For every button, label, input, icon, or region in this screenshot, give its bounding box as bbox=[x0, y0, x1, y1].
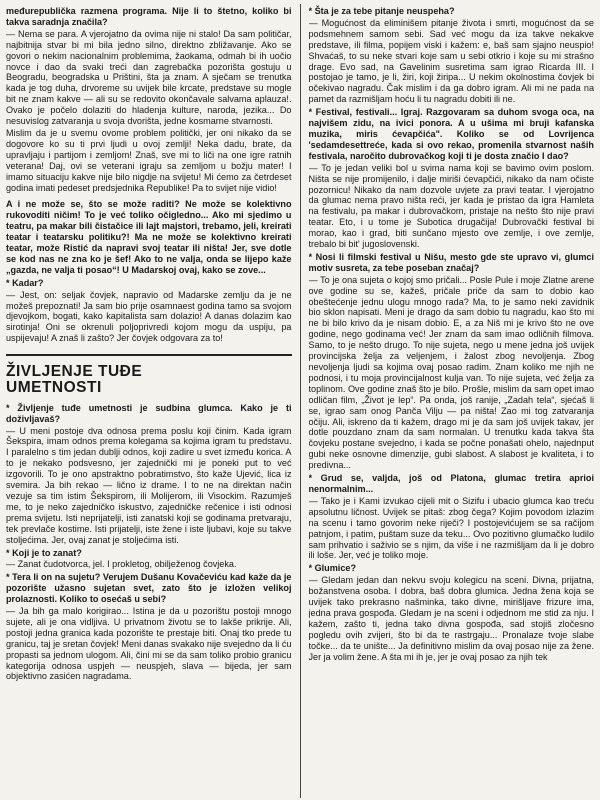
interview-question: * Šta je za tebe pitanje neuspeha? bbox=[308, 6, 455, 16]
right-column bbox=[309, 4, 595, 798]
interview-answer: — U meni postoje dva odnosa prema poslu koji činim. Kada igram Šekspira, imam odnos prema kolegama sa kojima igram tu predstavu. I paralelno s tim jedan dublji odnos, koji zadire u svet između korica. A to je nekako podsvesno, jer zajednički mi je poneki put to već izgovorili. To je ono apstraktno pobratimstvo, što kaže Ujević, lica iz svemira. Ja bih rekao — lično iz drame. I to ne na direktan način vezuje sa tim istim Šekspirom, ili Molijerom, ili Visockim. Razumješ me, to je neko zajedničko iskustvo, zajedničke rečenice i isti odnosi prema svijetu. Isti neprijatelji, isti zanatski koji se godinama pretvaraju, tek prevlače kostime. Isti prijatelji, iste žene i iste ljubavi, koje su takve stoljećima. Jer, ovaj zanat je stoljećima isti. bbox=[6, 425, 292, 545]
interview-answer: — Gledam jedan dan nekvu svoju kolegicu na sceni. Divna, prijatna, božanstvena osoba. I dobra, baš dobra glumica. Jedna žena koja se uvijek tako prekrasno našminka, tako divne, mirišljave frizure ima, jedna prava gospođa. Gledam je na sceni i odjednom me stid za nju. I kažem, zašto ti, jedna tako divna gospođa, sad stojiš zločesno pogledu ovih zvijeri, što bi da te rastrgaju... Pronalaze tvoje slabe točke... da te unište... Ja definitivno mislim da ovaj posao nije za žene. Jer ja volim žene. A šta mi ih je, jer je ovaj posao za njih tek bbox=[308, 575, 594, 662]
left-block-1 bbox=[6, 6, 292, 193]
interview-answer: — Tako je i Kami izvukao cijeli mit o Sizifu i ubacio glumca kao treću apsolutnu ličnost. Uvijek se pitaš: zbog čega? Kojim povodom izlazim na scenu i tamo govorim neke riječi? I postojevićujem se sa račijom patnjom, i patim, puštam suze da teku... Ovo pozitivno glumačko ludilo sam prihvatio i saživio se s njim, da više i ne razmišljam da li je dobro ili loše. Jer, već je toliko moje. bbox=[308, 495, 594, 561]
left-column bbox=[6, 4, 301, 798]
left-block-2 bbox=[6, 199, 292, 344]
interview-answer: — To je jedan veliki bol u svima nama koji se bavimo ovim poslom. Ništa se nije promijenilo, i dalje miriši ćevapčići, nikako da nam očiste pozornicu! Nikako da nam dozvole uvjete za pravi teatar. I vjerojatno da glumac nema pravo ništa reći, jer kada je pristao da igra Hamleta na festivalu, pa makar i dubrovačkom, pristaje na nešto što nije pravi teatar. Eto, i u tome je Subotica drugačija! Dubrovački festival bi morao, kao i grad, biti sunčano mjesto ove zemlje, i ove zemlje, trebalo bi bit' jugoslovenski. bbox=[308, 162, 594, 250]
interview-question: međurepublička razmena programa. Nije li to štetno, koliko bi takva saradnja značila? bbox=[6, 6, 292, 27]
interview-answer: — Jest, on: seljak čovjek, napravio od Madarske zemlju da je ne možeš prepoznati! Ja sam bio prije osamnaest godina tamo sa svojom djevojkom, bogati, kako kapitalista sam dolazio! A danas dolazim kao sirotinja! Oni se okrenuli poljoprivredi kojom mogu da uspiju, pa uspijevaju! A znaš li zašto? Jer čovjek odgovara za to! bbox=[6, 289, 292, 344]
interview-answer: — Nema se para. A vjerojatno da ovima nije ni stalo! Da sam političar, najbitnija stvar bi mi bila jedno silno, direktno zbližavanje. Ako se govori o nekim nacionalnim problemima, žaokama, odmah bi ih uočio novce i dao da svaki treći dan zagrebačka pozorišta gostuju u Beogradu, beogradska u Prištini, šta ja znam. A sječam se trenutka kada je tog duha, drvoreme su uvijek bile krcate, predstave su mogle bit ne znam kakve — ali su se redovito okončavale salvama aplauza!. Ovako je počelo dolaziti do hladenja kulture, naroda, jezika... Do nesuvislog zatvaranja u svoja dvorišta, jedne kosmarne stvarnosti. bbox=[6, 28, 292, 127]
article-title-line-2: UMETNOSTI bbox=[6, 379, 102, 397]
article-title bbox=[6, 354, 292, 397]
interview-question: * Grud se, valjda, još od Platona, glumac tretira aprioi nenormalnim... bbox=[308, 473, 594, 494]
interview-question: * Tera li on na sujetu? Verujem Dušanu Kovačeviću kad kaže da je pozorište užasno sujetan svet, zato što je izložen velikoj prolaznosti. Koliko to osećaš u sebi? bbox=[6, 572, 292, 605]
interview-answer: — Mogućnost da eliminišem pitanje života i smrti, mogućnost da se podsmehnem samom sebi. Sad već mogu da iza takve nekakve predstave, ili filma, popijem viski i kažem: e, baš sam sjajno neuspio! Shvaćaš, to su neke stvari koje sam u sebi otkrio i koje su mi strašno drage. Evo sad, na Gavelinim susretima sam igrao Ricarda III. I postojao je tamo, je li, žiri, koji žiriра... U nekim okolnostima čovjek bi očekivao nagradu. Čak mislim i da ga dobro igram. Ali mi ne pada na pamet da razmišljam hoću li tu nagradu dobiti ili ne. bbox=[308, 17, 594, 105]
interview-question: * Glumice? bbox=[308, 563, 357, 574]
interview-question: * Nosi li filmski festival u Nišu, mesto gde ste upravo vi, glumci motiv susreta, za tebe poseban značaj? bbox=[308, 251, 594, 273]
interview-question: * Kadar? bbox=[6, 277, 44, 288]
interview-answer: Mislim da je u svemu ovome problem politički, jer oni nikako da se dogovore ko su ti prvi ljudi u ovoj zemlji! Neka dadu, brate, da upravljaju i partijom i zemljom! Znaš, sve mi to liči na one igre ratnih veterana! Daj, ovi se veterani igraju sa zemljom u božju mater! I imamo situaciju kakve nije bilo nigdje na svijetu! Mi ćemo za četrdeset godina imati pedeset predsjednika Republike! Pa to svijet nije vidio! bbox=[6, 127, 292, 193]
interview-question: * Festival, festivali... Igraj. Razgovaram sa duhom svoga oca, na najvišem zidu, na ivici ponora. A u ušima mi bruji kafanska muzika, miris ćevapčića". Koliko se od Lovrijenca 'sedamdesettreće, kada si ovo rekao, promenila stvarnost naših festivala, naročito dubrovačkog koji ti je dosta značio I dao? bbox=[308, 107, 594, 161]
interview-answer: — Zanat čudotvorca, jel. I prokletog, obilježenog čovjeka. bbox=[6, 559, 237, 570]
interview-answer: — To je ona sujeta o kojoj smo pričali... Posle Pule i moje Zlatne arene ove godine su se, kažeš, pričale priče da sam to dobio kao obeštećenje jednu ulogu mnogo rada? Ma, to je samo neki zavidnik bio sklon napisati. Meni je drago da sam dobio tu nagradu, kao što mi ne bi bilo krivo da je nisam dobio. E, a za Niš mi je krivo što ne ove godine, nego godinama već! Jer znam da sam imao odličnih filmova. Samo, to je nešto drugo. To nije sujeta, nego u mene jedna još uvijek provincijska želja za veljenjem, i žalost zbog nevoljenja. Zbog nevoljenja ljudi sa kojima ovaj posao radim. Znam koliko me njih ne podnosi, i tu moja provincijalnost kulja van. To nije sujeta, već želja za toplinom. Ove godine znaš što je bilo. Prošle, mislim da sam opet imao odličan film, „Život je lep“. Pa onda, još ranije, „Zadah tela“, sjećaš li se, igrao sam onog Panča Vilju — pa ništa! Zao mi tog zatvaranja očiju. Ali, iskreno da ti kažem, drago mi je da sam još uvijek takav, jer dotle pouzdano znam da sam normalan. U trenutku kada takva šta čovjeku postane svejedno, i kada se počne ponašati ohelo, najednput gubi neke osnovne dimenzije, gubi slabost. A slabost je kvaliteta, i to predivna... bbox=[308, 274, 594, 471]
interview-answer: — Ja bih ga malo korigirao... Istina je da u pozorištu postoji mnogo sujete, ali je ona vidljiva. U privatnom životu se to lakše prikrije. Ali, postoji jedna granica kada pozorište te prestaje biti. Onaj tko prede tu granicu, taj je sretan čovjek! Meni danas svakako nije svejedno da li ću propasti sa jednom ulogom. Ali, čini mi se da sam toliko probio granicu kategorija odnosa uspjeh — neuspjeh, slava — bijeda, jer sam objektivno zasićen nagradama. bbox=[6, 606, 292, 682]
article-title-line-1: ŽIVLJENJE TUĐE bbox=[6, 363, 143, 381]
left-block-3 bbox=[6, 403, 292, 683]
interview-question: * Življenje tuđe umetnosti je sudbina glumca. Kako je ti doživljavaš? bbox=[6, 402, 292, 424]
interview-question: A i ne može se, što se može raditi? Ne može se kolektivno rukovoditi ničim! To je već toliko očigledno... Ako mi sjedimo u teatru, pa makar bili čistačice ili lajt majstori, trebamo, jeli, kreirati teatar i teatarsku politiku?! Ma ne može se kolektivno kreirati teatar, može Ristić da napravi svoj teatar ili ništa! Jer, sve dotle se kod nas ne zna ko je šef! Ako to ne valja, onda se lijepo kaže „gazda, ne valja ti posao“! U Madarskoj ovaj, kako se zove... bbox=[6, 199, 292, 275]
interview-question: * Koji je to zanat? bbox=[6, 547, 82, 558]
right-block-1 bbox=[309, 6, 595, 662]
